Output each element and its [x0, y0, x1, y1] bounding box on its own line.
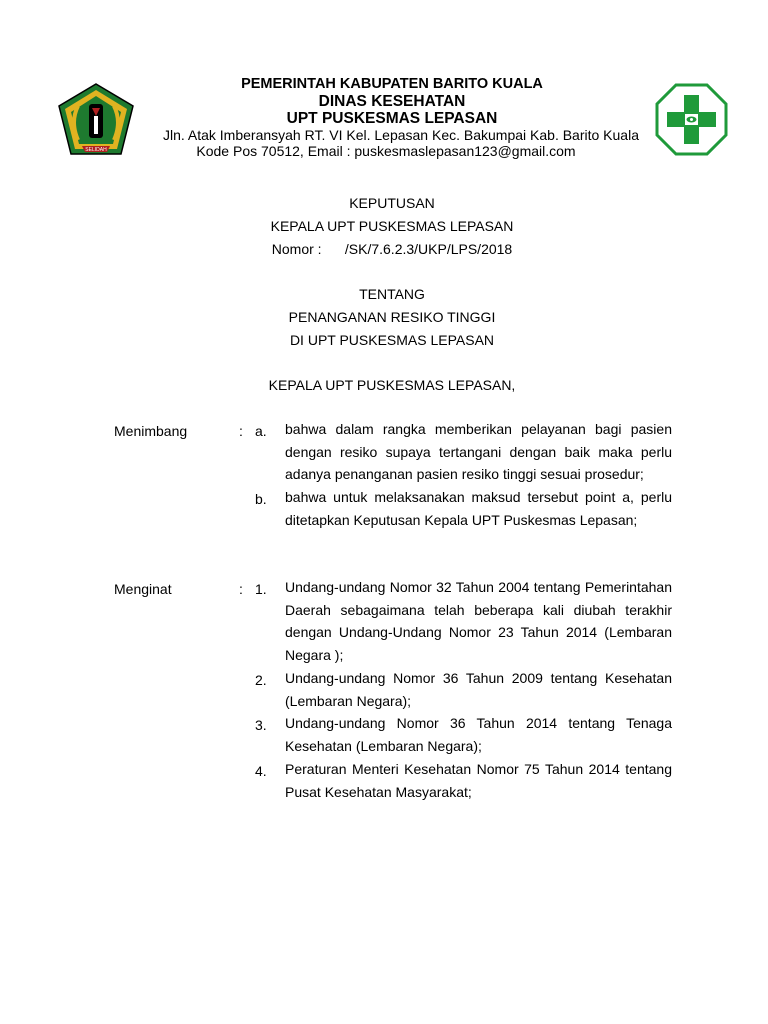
mengingat-item-marker: 2.	[255, 672, 267, 688]
mengingat-item-text: Undang-undang Nomor 32 Tahun 2004 tentang Pemerintahan Daerah sebagaimana telah beberapa kali diubah terakhir dengan Undang-Undang Nomor 23 Tahun 2014 (Lembaran Negara );	[285, 579, 672, 664]
mengingat-item-text: Peraturan Menteri Kesehatan Nomor 75 Tahun 2014 tentang Pusat Kesehatan Masyarakat;	[285, 761, 672, 800]
menimbang-item-marker: a.	[255, 423, 267, 439]
mengingat-item-marker: 3.	[255, 717, 267, 733]
decree-title-line1: PENANGANAN RESIKO TINGGI	[288, 309, 496, 325]
mengingat-item-text: Undang-undang Nomor 36 Tahun 2014 tentang Tenaga Kesehatan (Lembaran Negara);	[285, 715, 672, 754]
office-address: Jln. Atak Imberansyah RT. VI Kel. Lepasan Kec. Bakumpai Kab. Barito Kuala	[162, 127, 639, 143]
menimbang-item-text: bahwa dalam rangka memberikan pelayanan bagi pasien dengan resiko supaya tertangani dengan baik maka perlu adanya penanganan pasien resiko tinggi sesuai prosedur;	[285, 421, 672, 483]
office-name: UPT PUSKESMAS LEPASAN	[286, 110, 498, 127]
about-heading: TENTANG	[359, 286, 425, 302]
decree-title-line2: DI UPT PUSKESMAS LEPASAN	[289, 332, 495, 348]
decree-signatory-heading: KEPALA UPT PUSKESMAS LEPASAN,	[268, 377, 516, 393]
mengingat-item-marker: 4.	[255, 763, 267, 779]
menimbang-label: Menimbang	[114, 423, 188, 439]
mengingat-item-text: Undang-undang Nomor 36 Tahun 2009 tentang Kesehatan (Lembaran Negara);	[285, 670, 672, 709]
government-name: PEMERINTAH KABUPATEN BARITO KUALA	[241, 76, 543, 92]
decree-heading: KEPUTUSAN	[349, 195, 435, 211]
mengingat-label: Menginat	[114, 581, 172, 597]
menimbang-colon: :	[239, 423, 243, 439]
agency-name: DINAS KESEHATAN	[318, 93, 466, 110]
svg-text:SELIDAH: SELIDAH	[85, 147, 107, 153]
decree-number: Nomor : /SK/7.6.2.3/UKP/LPS/2018	[271, 241, 513, 257]
menimbang-item-marker: b.	[255, 491, 267, 507]
puskesmas-cross-icon	[655, 83, 728, 156]
menimbang-item-text: bahwa untuk melaksanakan maksud tersebut point a, perlu ditetapkan Keputusan Kepala UPT Puskesmas Lepasan;	[285, 489, 672, 528]
decree-issuer: KEPALA UPT PUSKESMAS LEPASAN	[270, 218, 514, 234]
mengingat-item-marker: 1.	[255, 581, 267, 597]
office-contact: Kode Pos 70512, Email : puskesmaslepasan123@gmail.com	[196, 143, 576, 159]
mengingat-colon: :	[239, 581, 243, 597]
